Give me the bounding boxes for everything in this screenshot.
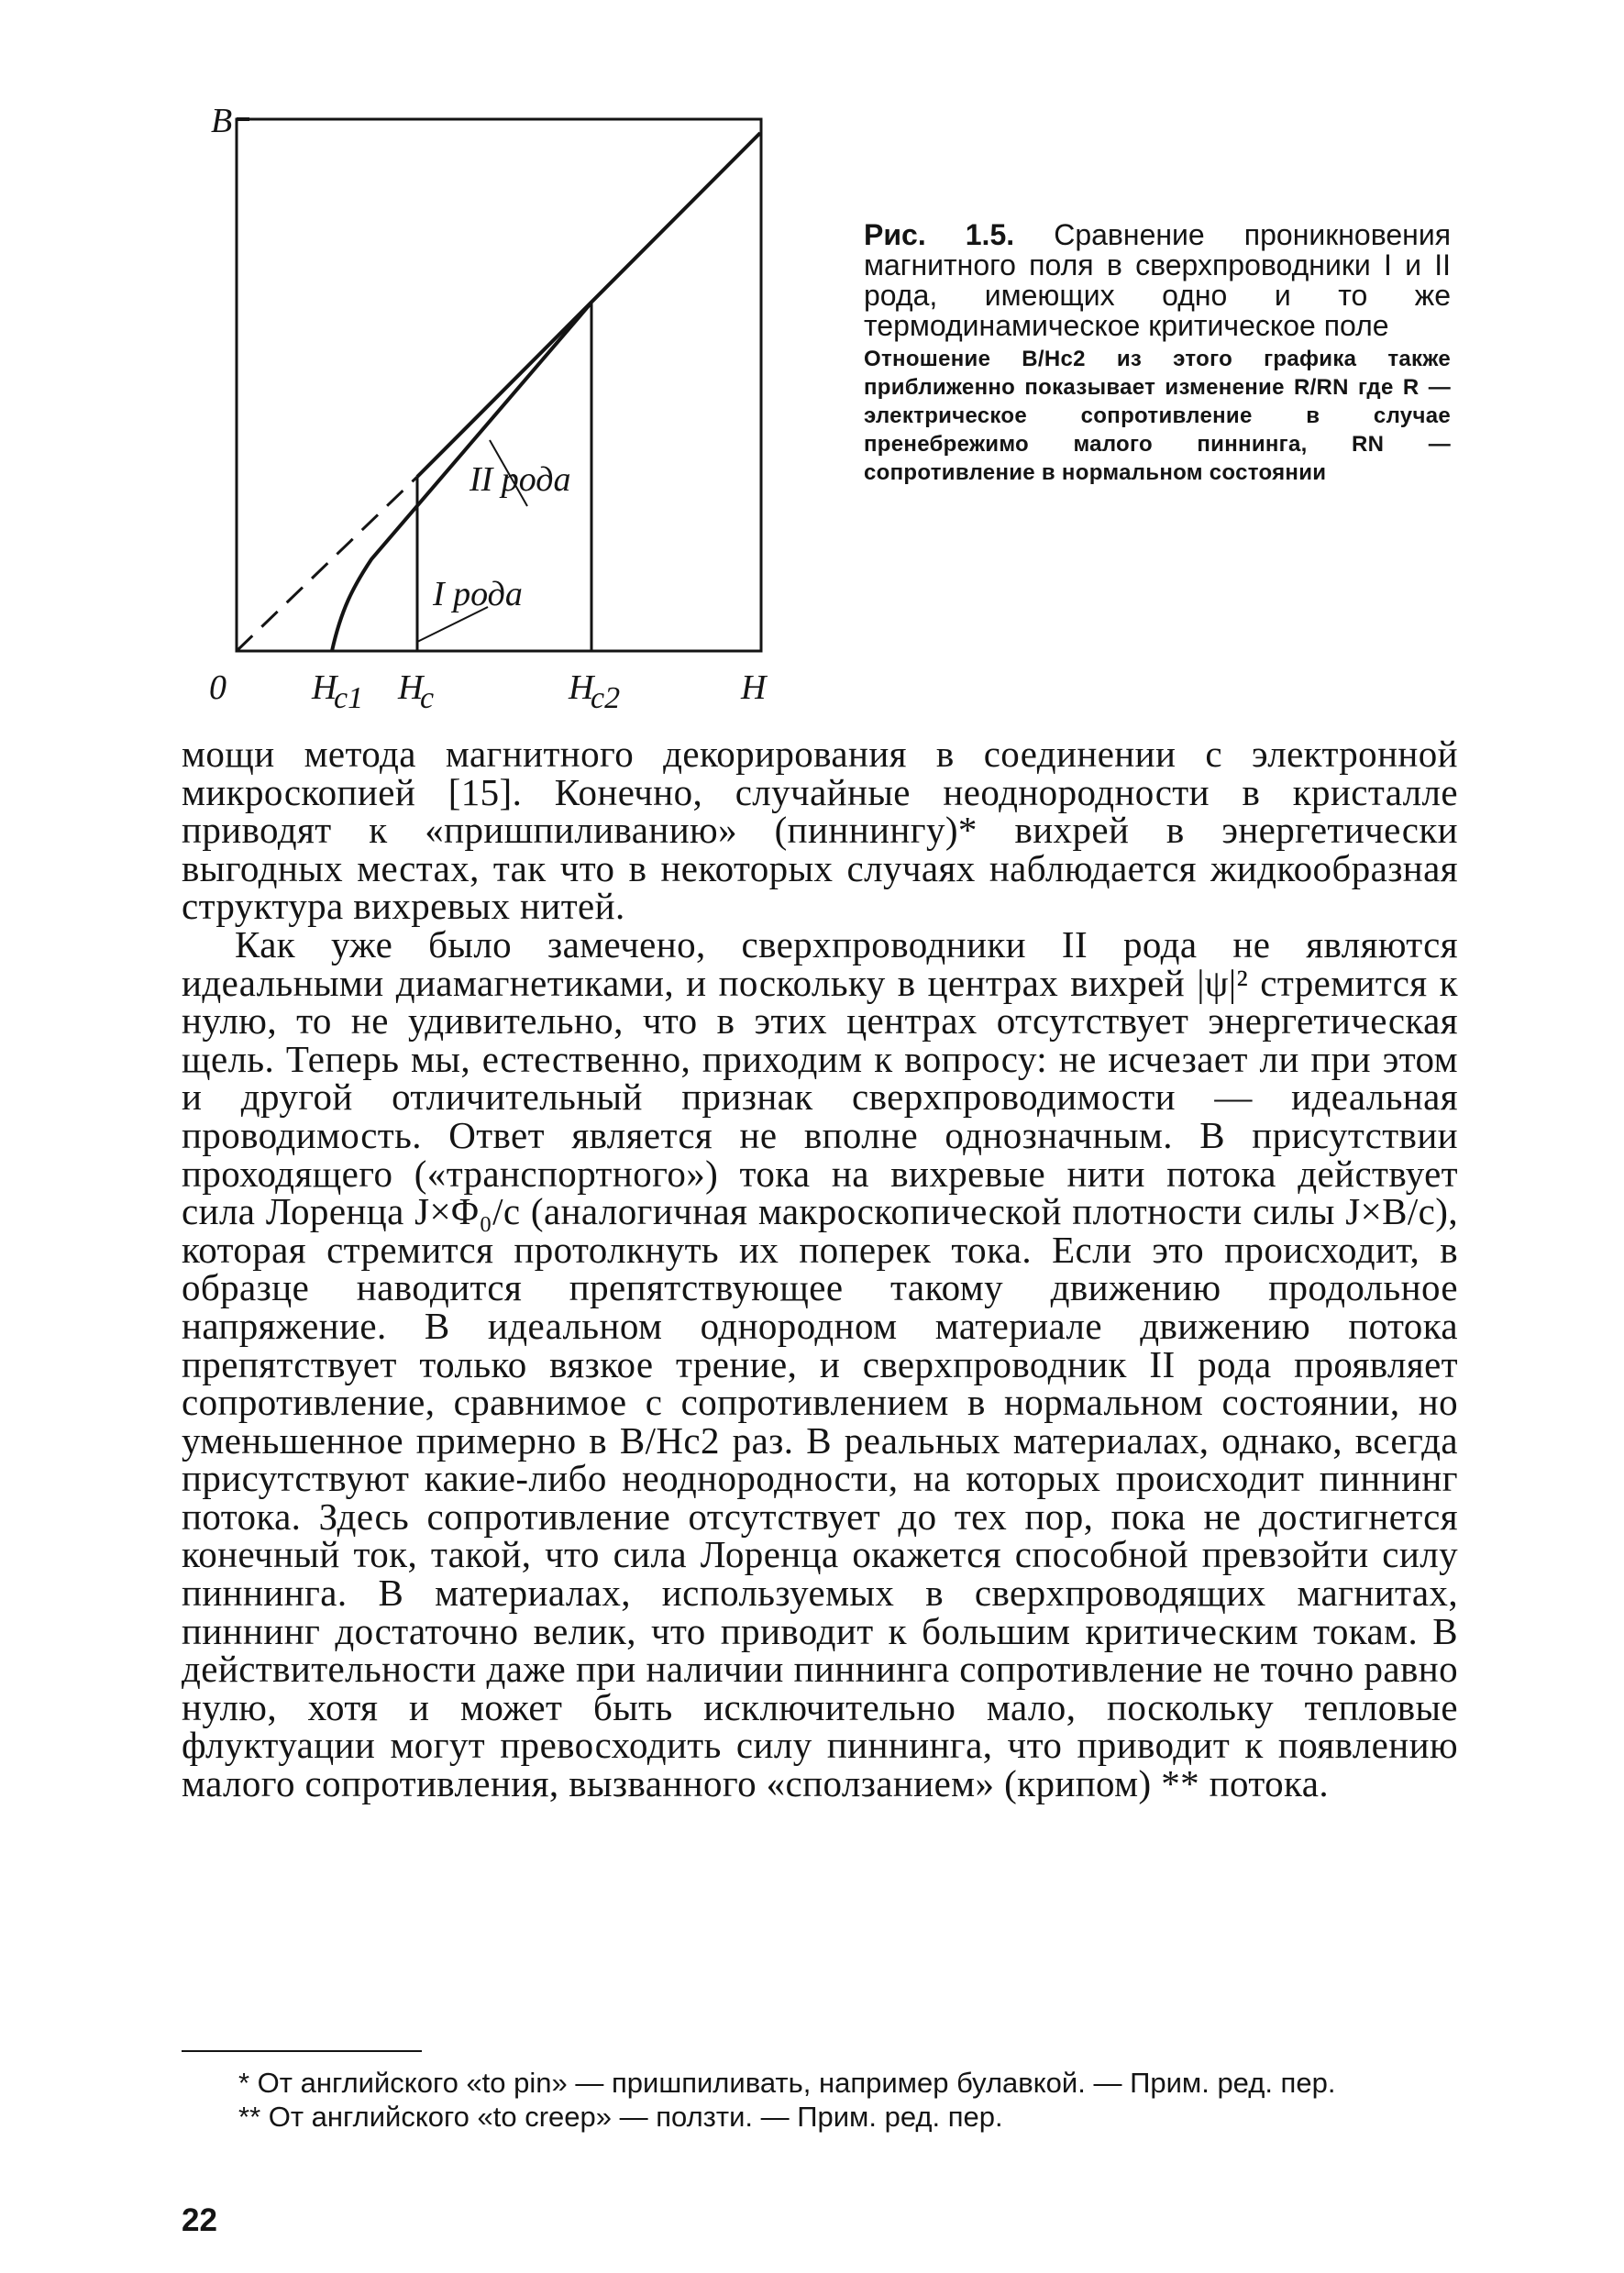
- footnote-1: * От английского «to pin» — пришпиливать, например булавкой. — Прим. ред. пер.: [238, 2067, 1336, 2099]
- paragraph-2: Как уже было замечено, сверхпроводники II рода не являются идеальными диамагнетиками, и поскольку в центрах вихрей |ψ|² стремится к нулю, то не удивительно, что в этих центрах отсутствует энергетическая щель. Теперь мы, естественно, приходим к вопросу: не исчезает ли при этом и другой отличительный признак сверхпроводимости — идеальная проводимость. Ответ является не вполне однозначным. В присутствии проходящего («транспортного») тока на вихревые нити потока действует сила Лоренца J×Φ₀/c (аналогичная макроскопической плотности силы J×B/c), которая стремится протолкнуть их поперек тока. Если это происходит, в образце наводится препятствующее такому движению продольное напряжение. В идеальном однородном материале движению потока препятствует только вязкое трение, и сверхпроводник II рода проявляет сопротивление, сравнимое с сопротивлением в нормальном состоянии, но уменьшенное примерно в B/Hc2 раз. В реальных материалах, однако, всегда присутствуют какие-либо неоднородности, на которых происходит пиннинг потока. Здесь сопротивление отсутствует до тех пор, пока не достигнется конечный ток, такой, что сила Лоренца окажется способной превзойти силу пиннинга. В материалах, используемых в сверхпроводящих магнитах, пиннинг достаточно велик, что приводит к большим критическим токам. В действительности даже при наличии пиннинга сопротивление не точно равно нулю, хотя и может быть исключительно мало, поскольку тепловые флуктуации могут превосходить силу пиннинга, что приводит к появлению малого сопротивления, вызванного «сползанием» (крипом) ** потока.: [182, 922, 1458, 1805]
- y-axis-label: B: [211, 102, 233, 140]
- page-number: 22: [182, 2202, 217, 2238]
- caption-head: [864, 220, 1451, 341]
- hc2-label: [568, 668, 620, 715]
- footnote-rule: [182, 2050, 422, 2052]
- hc1-label: [311, 668, 363, 715]
- caption-detail-text: Отношение B/Hc2 из этого графика также приближенно показывает изменение R/RN где R — электрическое сопротивление в случае пренебрежимо малого пиннинга, RN — сопротивление в нормальном состоянии: [864, 347, 1451, 485]
- body-text: [182, 735, 1458, 1804]
- figure-1-5: [183, 92, 807, 715]
- footnotes: [182, 2067, 1458, 2135]
- paragraph-1: мощи метода магнитного декорирования в соединении с электронной микроскопией [15]. Конечно, случайные неоднородности в кристалле приводят к «пришпиливанию» (пиннингу)* вихрей в энергетически выгодных местах, так что в некоторых случаях наблюдается жидкообразная структура вихревых нитей.: [182, 733, 1458, 928]
- type1-label: I рода: [433, 575, 523, 613]
- hc2-label-main: H: [569, 668, 594, 707]
- figure-1-5-plot: [183, 92, 807, 715]
- figure-caption: [864, 220, 1451, 487]
- caption-figure-number: Рис. 1.5.: [864, 218, 1015, 251]
- x-axis-label: H: [741, 668, 767, 707]
- hc-label: [397, 668, 434, 715]
- plot-frame: [237, 119, 761, 651]
- hc2-label-sub: c2: [591, 681, 621, 715]
- origin-label: 0: [209, 668, 226, 707]
- footnote-2: ** От английского «to creep» — ползти. — Прим. ред. пер.: [238, 2101, 1003, 2133]
- caption-main-text: Сравнение проникновения магнитного поля в сверхпроводники I и II рода, имеющих одно и то же термодинамическое критическое поле: [864, 218, 1452, 342]
- type2-label: II рода: [470, 460, 571, 499]
- hc1-label-main: H: [312, 668, 337, 707]
- hc-label-main: H: [398, 668, 424, 707]
- hc-label-sub: c: [420, 681, 435, 715]
- hc1-label-sub: c1: [334, 681, 364, 715]
- dashed-extension-line: [237, 477, 417, 651]
